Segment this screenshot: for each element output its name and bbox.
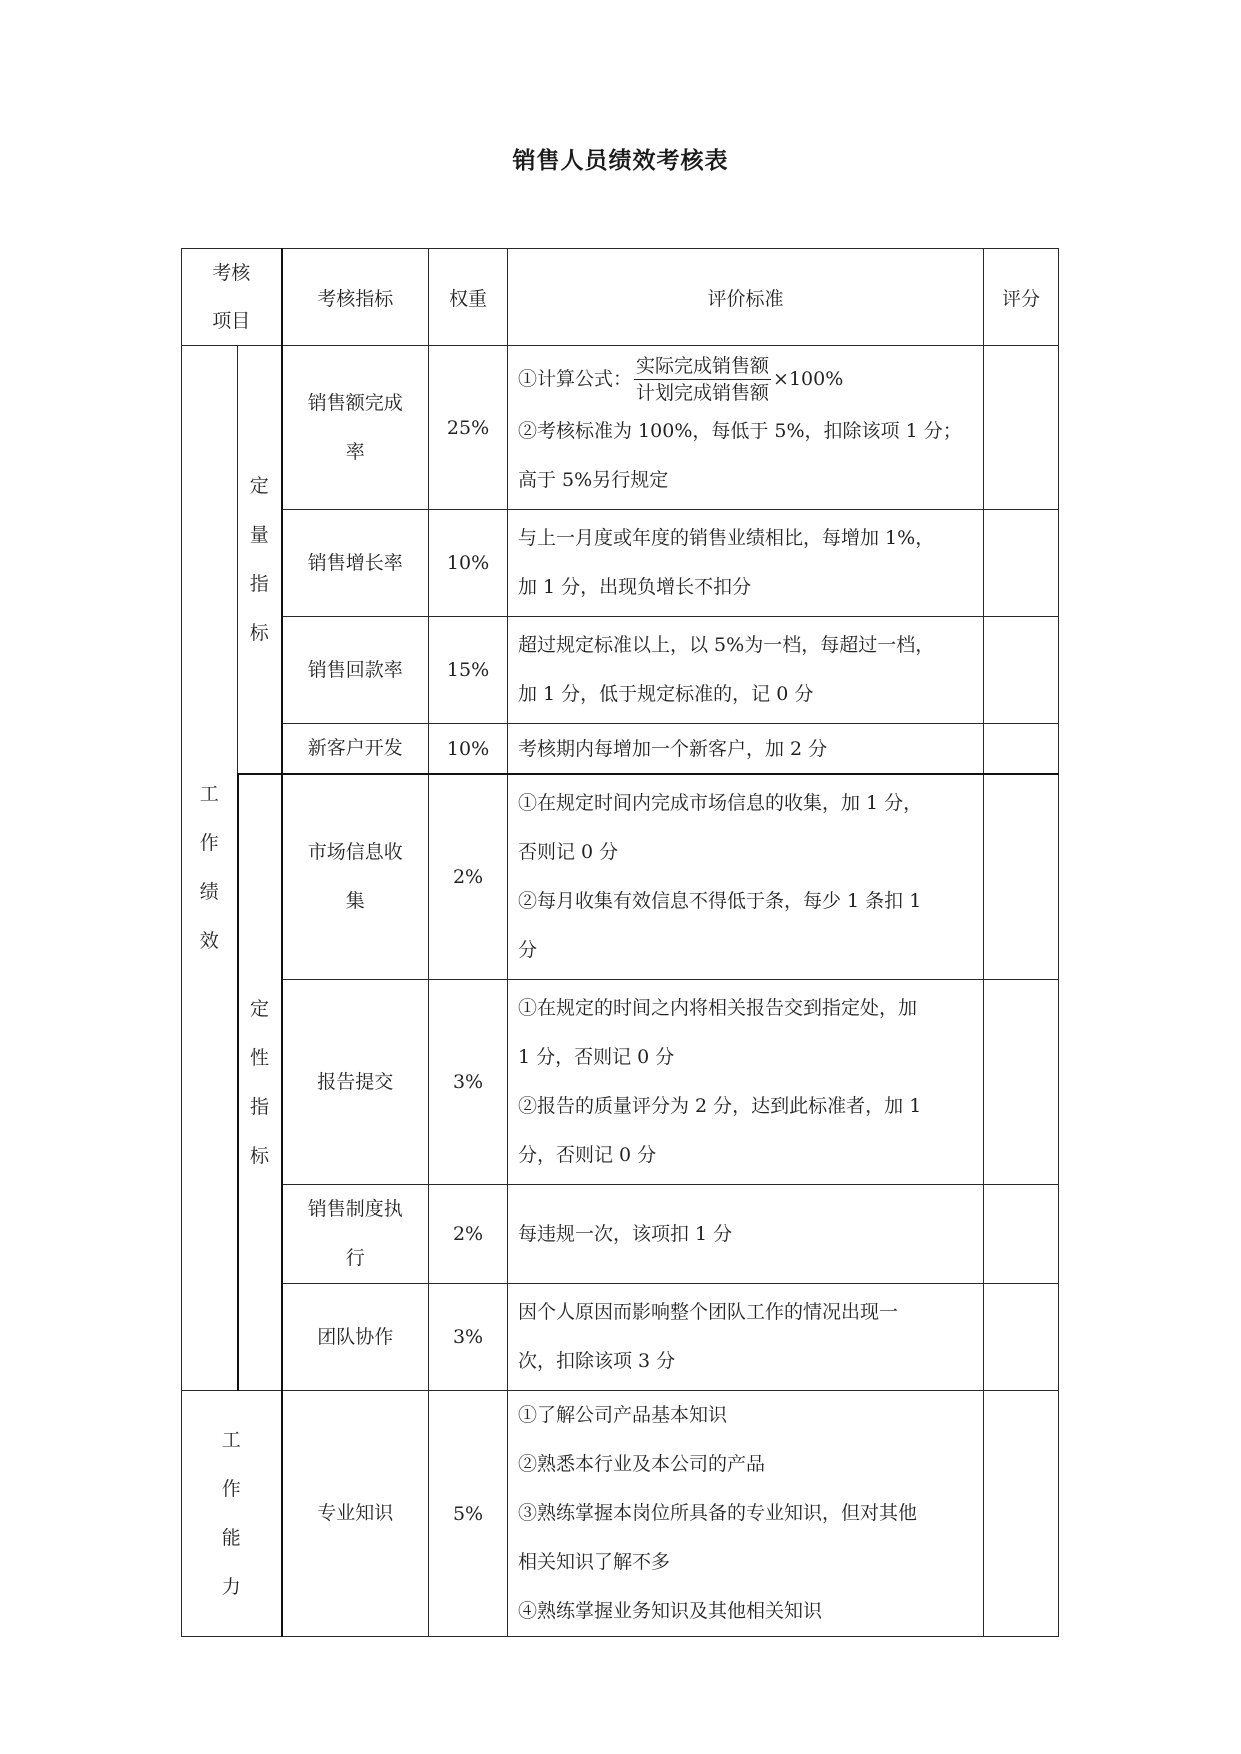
header-project-line2: 项目 [212, 310, 251, 332]
table-row [182, 1185, 1059, 1284]
score-cell[interactable] [984, 617, 1059, 724]
table-row [182, 1284, 1059, 1391]
criteria-cell: 考核期内每增加一个新客户，加 2 分 [508, 724, 984, 775]
score-cell[interactable] [984, 1185, 1059, 1284]
table-row [182, 510, 1059, 617]
table-row [182, 980, 1059, 1185]
indicator-cell: 新客户开发 [282, 724, 429, 775]
header-weight: 权重 [429, 249, 508, 346]
weight-cell: 10% [429, 510, 508, 617]
indicator-cell: 销售制度执 行 [282, 1185, 429, 1284]
group-work-performance: 工 作 绩 效 [182, 346, 238, 1391]
score-cell[interactable] [984, 980, 1059, 1185]
indicator-cell: 销售增长率 [282, 510, 429, 617]
criteria-cell: ①计算公式： $\frac{\text{实际完成销售额}}{\text{计划完成销售额}}$ ×100% ②考核标准为 100%，每低于 5%，扣除该项 1 分； 高于 5%另行规定 [508, 346, 984, 510]
score-cell[interactable] [984, 1284, 1059, 1391]
score-cell[interactable] [984, 346, 1059, 510]
criteria-cell: ①在规定时间内完成市场信息的收集，加 1 分， 否则记 0 分 ②每月收集有效信息不得低于条，每少 1 条扣 1 分 [508, 774, 984, 980]
weight-cell: 3% [429, 980, 508, 1185]
header-project [182, 249, 282, 346]
table-row [182, 346, 1059, 510]
criteria-cell: 因个人原因而影响整个团队工作的情况出现一 次，扣除该项 3 分 [508, 1284, 984, 1391]
group-work-ability: 工 作 能 力 [182, 1391, 282, 1637]
criteria-cell: 每违规一次，该项扣 1 分 [508, 1185, 984, 1284]
weight-cell: 25% [429, 346, 508, 510]
score-cell[interactable] [984, 1391, 1059, 1637]
header-criteria: 评价标准 [508, 249, 984, 346]
weight-cell: 3% [429, 1284, 508, 1391]
weight-cell: 2% [429, 1185, 508, 1284]
weight-cell: 2% [429, 774, 508, 980]
table-row [182, 774, 1059, 980]
weight-cell: 10% [429, 724, 508, 775]
indicator-cell: 报告提交 [282, 980, 429, 1185]
header-row [182, 249, 1059, 346]
criteria-cell: ①了解公司产品基本知识 ②熟悉本行业及本公司的产品 ③熟练掌握本岗位所具备的专业知识，但对其他 相关知识了解不多 ④熟练掌握业务知识及其他相关知识 [508, 1391, 984, 1637]
indicator-cell: 团队协作 [282, 1284, 429, 1391]
score-cell[interactable] [984, 724, 1059, 775]
weight-cell: 5% [429, 1391, 508, 1637]
formula: ①计算公式： $\frac{\text{实际完成销售额}}{\text{计划完成销售额}}$ ×100% [518, 355, 844, 404]
criteria-cell: ①在规定的时间之内将相关报告交到指定处，加 1 分，否则记 0 分 ②报告的质量评分为 2 分，达到此标准者，加 1 分，否则记 0 分 [508, 980, 984, 1185]
criteria-cell: 与上一月度或年度的销售业绩相比，每增加 1%， 加 1 分，出现负增长不扣分 [508, 510, 984, 617]
fraction: $\frac{\text{实际完成销售额}}{\text{计划完成销售额}}$ [636, 355, 770, 404]
weight-cell: 15% [429, 617, 508, 724]
group-quantitative: 定 量 指 标 [238, 346, 282, 775]
header-score: 评分 [984, 249, 1059, 346]
table-row [182, 724, 1059, 775]
header-project-line1: 考核 [212, 262, 251, 284]
appraisal-table [181, 248, 1059, 1637]
header-indicator: 考核指标 [282, 249, 429, 346]
table-row [182, 617, 1059, 724]
document-title: 销售人员绩效考核表 [512, 148, 729, 174]
criteria-cell: 超过规定标准以上，以 5%为一档，每超过一档， 加 1 分，低于规定标准的，记 0 分 [508, 617, 984, 724]
indicator-cell: 销售额完成 率 [282, 346, 429, 510]
score-cell[interactable] [984, 510, 1059, 617]
indicator-cell: 销售回款率 [282, 617, 429, 724]
indicator-cell: 专业知识 [282, 1391, 429, 1637]
table-row [182, 1391, 1059, 1637]
group-qualitative: 定 性 指 标 [238, 774, 282, 1391]
indicator-cell: 市场信息收 集 [282, 774, 429, 980]
score-cell[interactable] [984, 774, 1059, 980]
